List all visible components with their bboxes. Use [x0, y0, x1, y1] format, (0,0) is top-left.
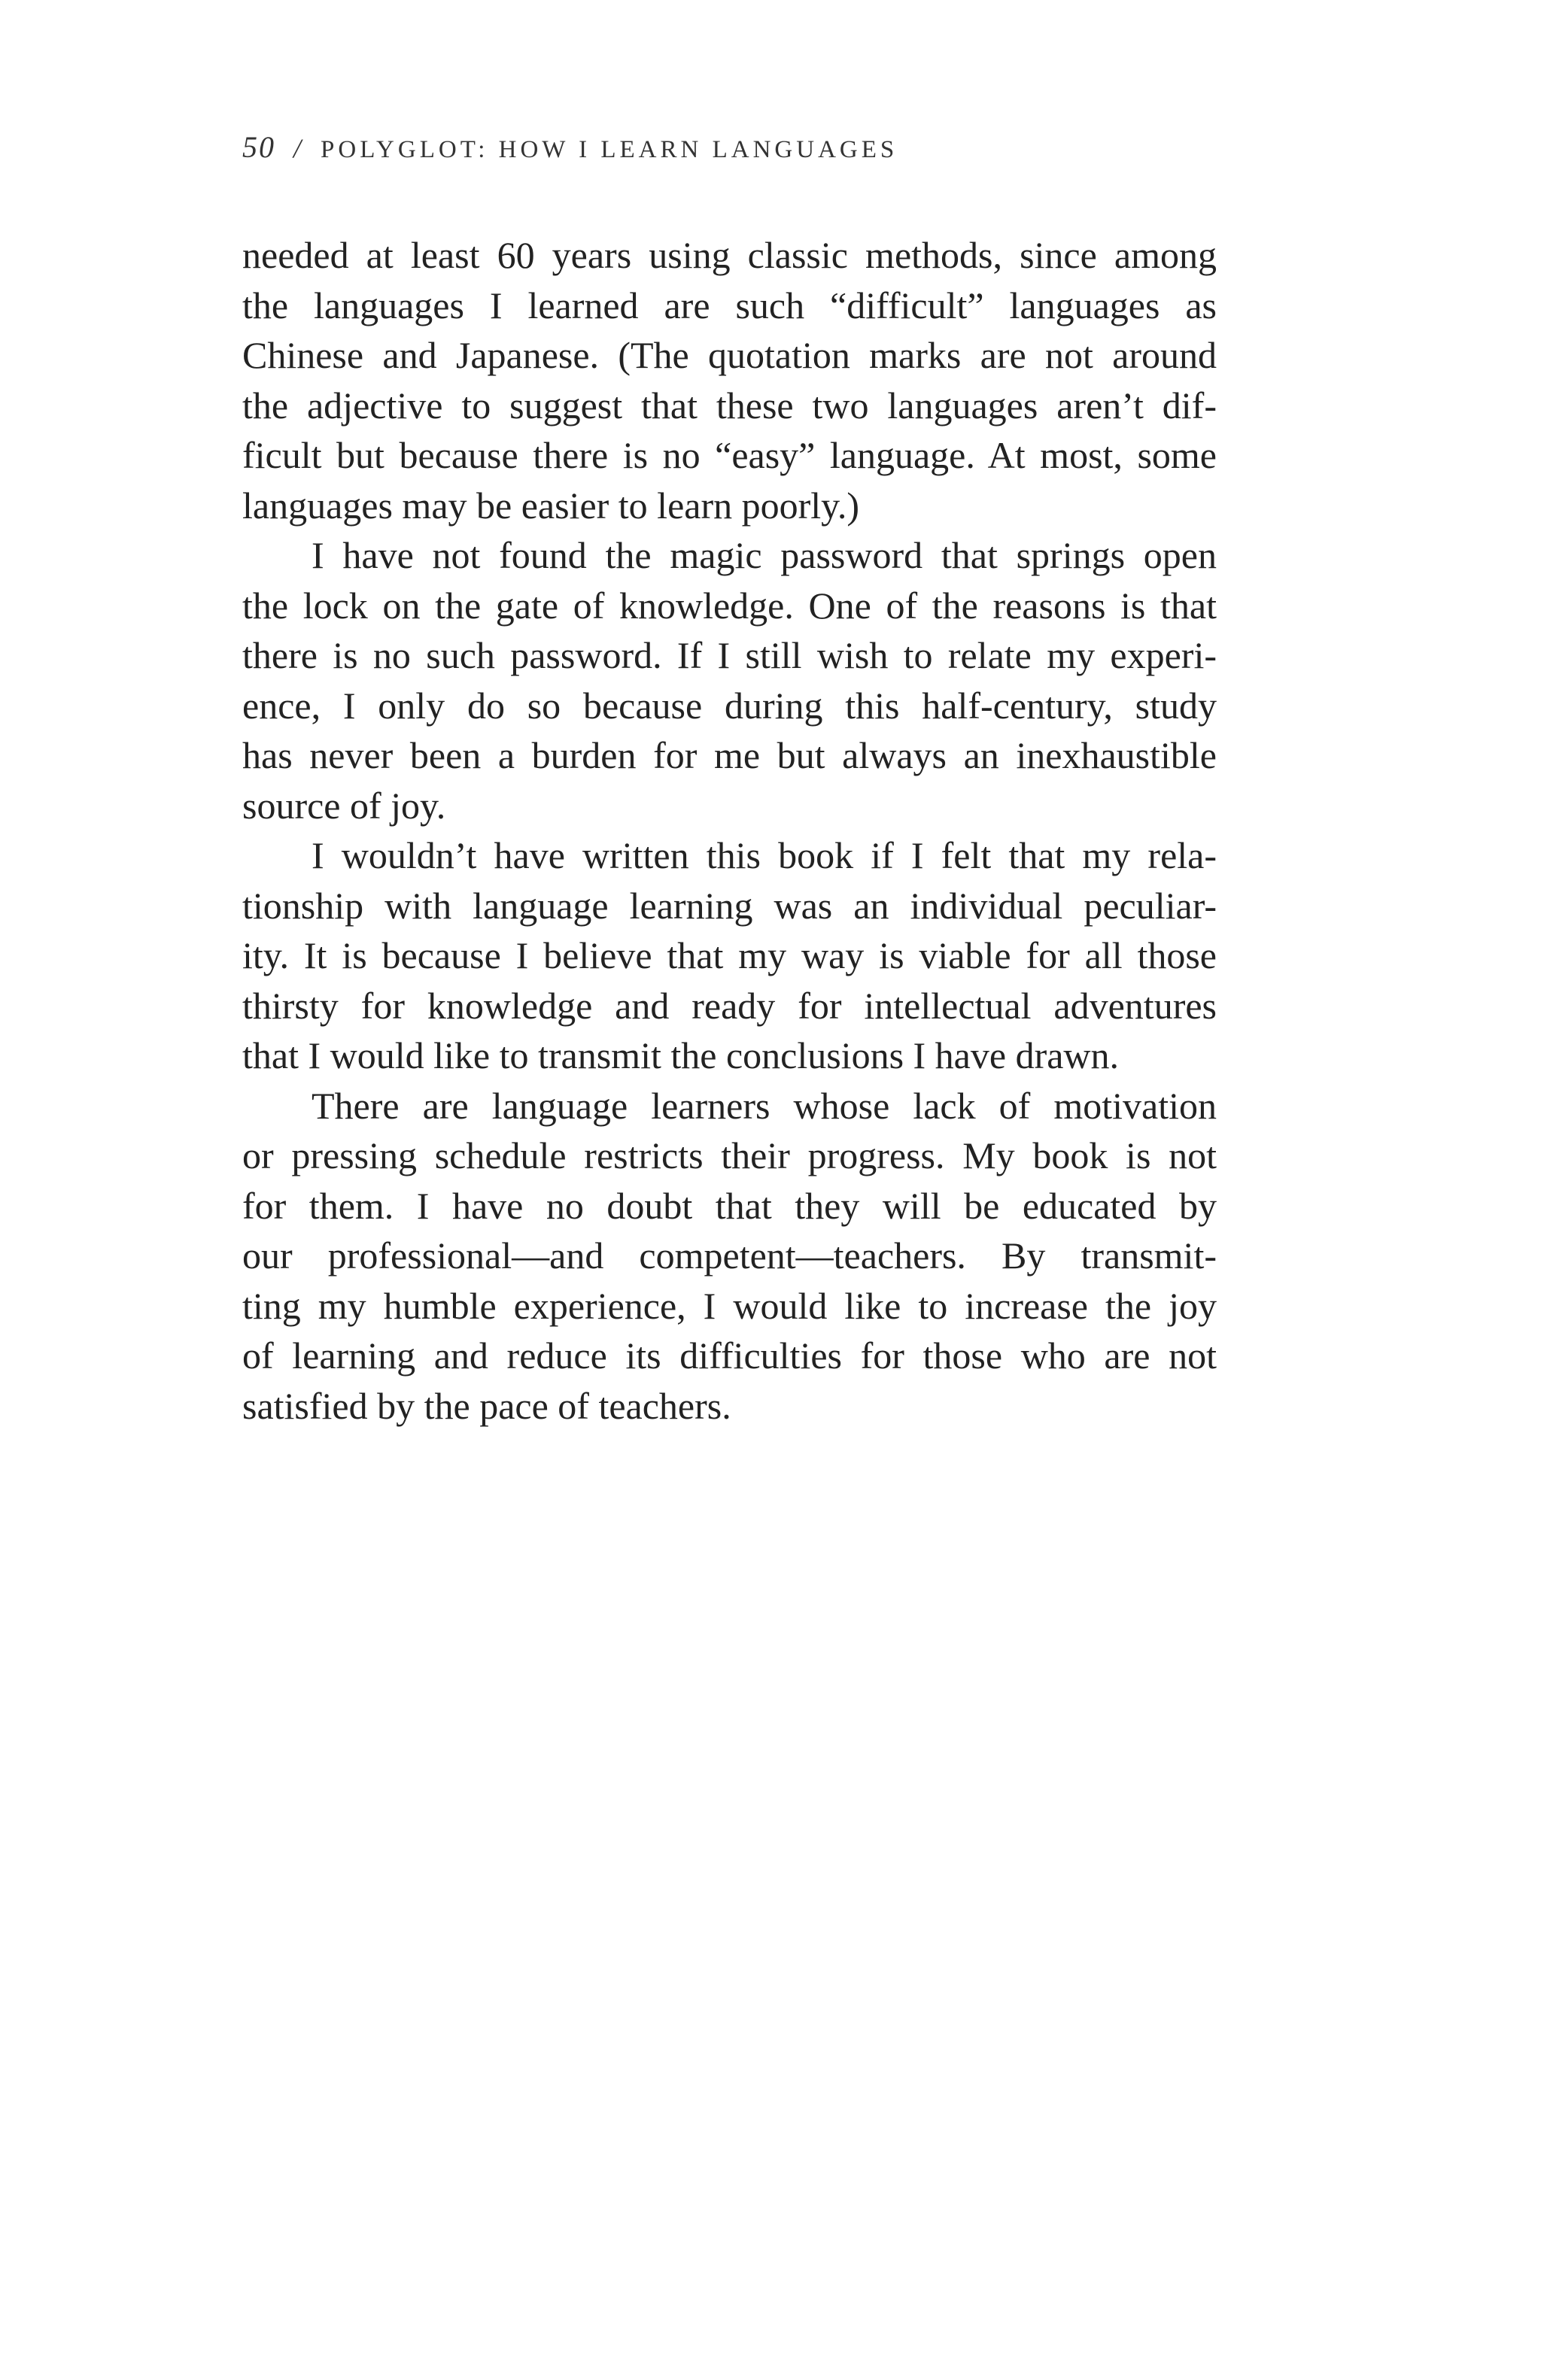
text-line: needed at least 60 years using classic methods, since among — [242, 234, 1217, 276]
book-title: POLYGLOT: HOW I LEARN LANGUAGES — [321, 136, 898, 163]
header-separator: / — [293, 133, 305, 163]
text-line: satisfied by the pace of teachers. — [242, 1384, 731, 1427]
paragraph-3 — [242, 830, 1217, 1081]
paragraph-1 — [242, 230, 1217, 530]
text-line: the languages I learned are such “difficult” languages as — [242, 284, 1217, 326]
text-line: ficult but because there is no “easy” language. At most, some — [242, 434, 1217, 476]
paragraph-4 — [242, 1081, 1217, 1431]
text-line: source of joy. — [242, 784, 446, 827]
text-line: I have not found the magic password that springs open — [312, 534, 1217, 576]
text-line: There are language learners whose lack of motivation — [312, 1084, 1217, 1127]
text-line: or pressing schedule restricts their progress. My book is not — [242, 1134, 1217, 1176]
text-line: our professional—and competent—teachers. By transmit- — [242, 1234, 1217, 1277]
text-line: there is no such password. If I still wish to relate my experi- — [242, 634, 1217, 676]
text-line: of learning and reduce its difficulties for those who are not — [242, 1334, 1217, 1377]
text-line: I wouldn’t have written this book if I felt that my rela- — [312, 834, 1217, 876]
text-line: has never been a burden for me but always an inexhaustible — [242, 734, 1217, 776]
running-head — [242, 129, 898, 175]
body-text — [242, 230, 1217, 1431]
text-line: ity. It is because I believe that my way is viable for all those — [242, 934, 1217, 976]
page-number: 50 — [242, 130, 275, 164]
text-line: thirsty for knowledge and ready for intellectual adventures — [242, 984, 1217, 1027]
text-line: ence, I only do so because during this half-century, study — [242, 684, 1217, 727]
text-line: that I would like to transmit the conclusions I have drawn. — [242, 1034, 1120, 1076]
text-line: ting my humble experience, I would like to increase the joy — [242, 1284, 1217, 1327]
text-line: languages may be easier to learn poorly.) — [242, 484, 860, 527]
paragraph-2 — [242, 530, 1217, 830]
text-line: the adjective to suggest that these two languages aren’t dif- — [242, 384, 1217, 427]
text-line: for them. I have no doubt that they will be educated by — [242, 1184, 1217, 1227]
text-line: tionship with language learning was an individual peculiar- — [242, 884, 1217, 927]
text-line: Chinese and Japanese. (The quotation marks are not around — [242, 334, 1217, 376]
text-line: the lock on the gate of knowledge. One of the reasons is that — [242, 584, 1217, 627]
